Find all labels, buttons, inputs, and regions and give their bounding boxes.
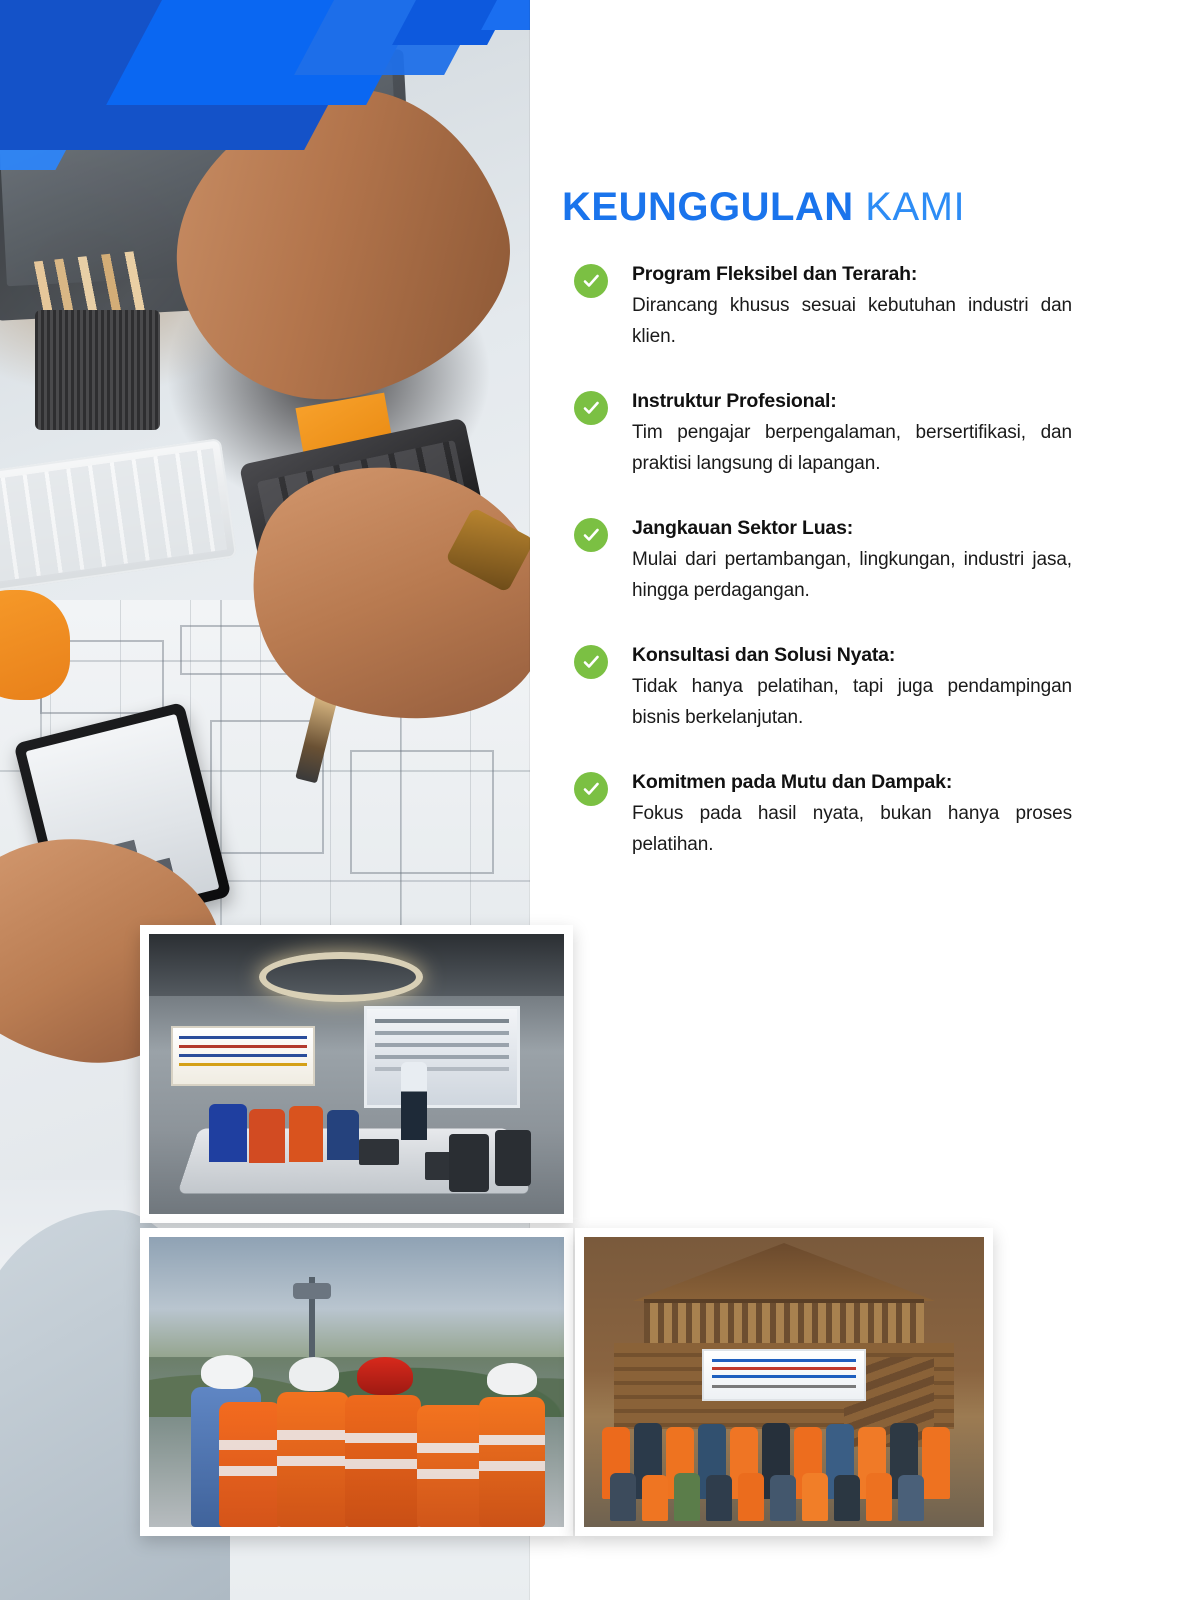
vest-stripe [277,1456,349,1466]
advantage-body: Tim pengajar berpengalaman, bersertifikasi, dan praktisi langsung di lapangan. [632,422,1072,474]
vest-stripe [417,1443,487,1453]
ceiling-light-shape [259,952,423,1002]
advantage-title: Jangkauan Sektor Luas: [632,516,854,539]
worker-shape [345,1395,421,1527]
vest-stripe [277,1430,349,1440]
list-item [562,389,1072,480]
worker-shape [479,1397,545,1527]
chair-shape [495,1130,531,1186]
field-site-scene [149,1237,564,1527]
chair-shape [449,1134,489,1192]
keyboard-shape [0,438,237,592]
field-workers-photo [140,1228,573,1536]
list-item [562,262,1072,353]
advantage-title: Program Fleksibel dan Terarah: [632,263,918,285]
page-title [562,185,965,230]
check-circle-icon [574,391,608,425]
training-room-scene [149,934,564,1214]
event-banner-shape [702,1349,866,1401]
advantage-body: Dirancang khusus sesuai kebutuhan industri dan klien. [632,295,1072,348]
advantage-title: Komitmen pada Mutu dan Dampak: [632,770,953,793]
advantage-body: Mulai dari pertambangan, lingkungan, industri jasa, hingga perdagangan. [632,549,1072,601]
safety-helmet-icon [289,1357,339,1391]
participant-shape [209,1104,247,1162]
check-circle-icon [574,264,608,298]
vest-stripe [479,1435,545,1445]
vest-stripe [345,1433,421,1443]
safety-helmet-icon [357,1357,413,1395]
safety-helmet-icon [201,1355,253,1389]
wooden-house-scene [584,1237,984,1527]
group-photo [575,1228,993,1536]
check-circle-icon [574,645,608,679]
projection-screen-shape [364,1006,520,1108]
page-title-bold: KEUNGGULAN [562,185,854,229]
vest-stripe [219,1440,281,1450]
participant-shape [327,1110,359,1160]
list-item [562,516,1072,607]
advantage-body: Tidak hanya pelatihan, tapi juga pendampingan bisnis berkelanjutan. [632,675,1072,728]
advantages-list [562,262,1072,896]
check-circle-icon [574,772,608,806]
vest-stripe [417,1469,487,1479]
participant-shape [289,1106,323,1162]
safety-helmet-icon [487,1363,537,1395]
advantage-title: Instruktur Profesional: [632,389,837,412]
worker-shape [417,1405,487,1527]
vest-stripe [479,1461,545,1471]
worker-shape [219,1402,281,1527]
list-item [562,643,1072,734]
event-banner-shape [171,1026,315,1086]
list-item [562,770,1072,861]
advantage-body: Fokus pada hasil nyata, bukan hanya proses pelatihan. [632,802,1072,855]
participant-shape [249,1109,285,1163]
training-room-photo [140,925,573,1223]
check-circle-icon [574,518,608,552]
advantage-title: Konsultasi dan Solusi Nyata: [632,643,896,666]
vest-stripe [345,1459,421,1469]
pencil-cup-shape [35,310,160,430]
page-title-light: KAMI [853,185,966,229]
laptop-shape [359,1139,399,1165]
roof-shape [604,1243,964,1301]
worker-shape [277,1392,349,1527]
presenter-shape [401,1062,427,1140]
vest-stripe [219,1466,281,1476]
